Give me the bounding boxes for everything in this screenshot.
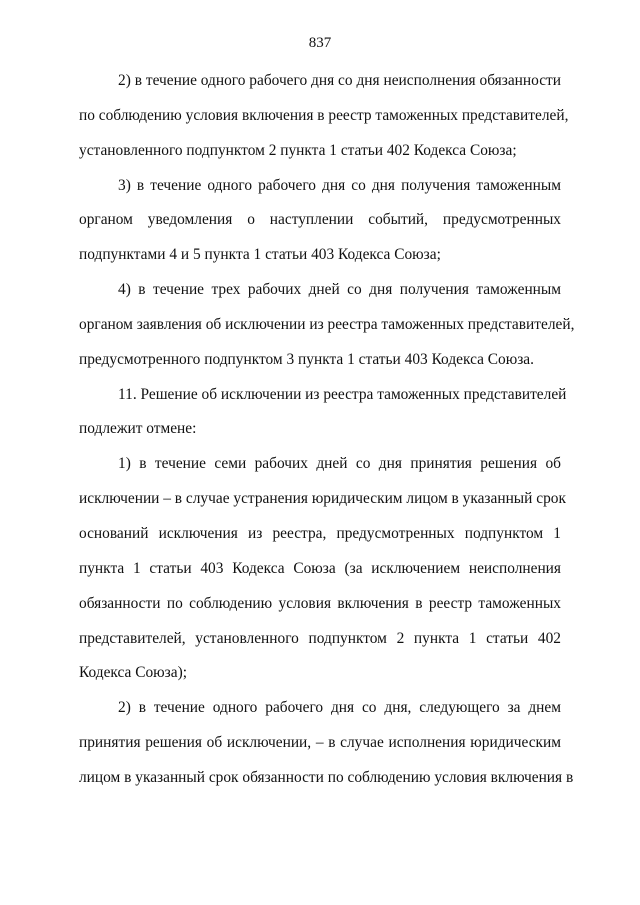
text-line: 2) в течение одного рабочего дня со дня неисполнения обязанности [118, 72, 561, 89]
paragraph [79, 273, 575, 378]
text-line: исключении – в случае устранения юридическим лицом в указанный срок [79, 490, 566, 508]
text-line: предусмотренного подпунктом 3 пункта 1 статьи 403 Кодекса Союза. [79, 350, 534, 368]
document-body [79, 64, 575, 796]
text-line: Кодекса Союза); [79, 664, 187, 682]
text-line: органом уведомления о наступлении событий, предусмотренных [79, 211, 561, 229]
text-line: 3) в течение одного рабочего дня со дня получения таможенным [118, 176, 561, 194]
text-line: подпунктами 4 и 5 пункта 1 статьи 403 Кодекса Союза; [79, 246, 441, 264]
paragraph [79, 691, 574, 796]
text-line: 11. Решение об исключении из реестра таможенных представителей [118, 385, 567, 403]
paragraph [79, 447, 566, 691]
paragraph [79, 169, 561, 274]
text-line: лицом в указанный срок обязанности по соблюдению условия включения в [79, 768, 574, 786]
text-line: оснований исключения из реестра, предусмотренных подпунктом 1 [79, 524, 561, 542]
text-line: 4) в течение трех рабочих дней со дня получения таможенным [118, 281, 561, 299]
text-line: установленного подпунктом 2 пункта 1 статьи 402 Кодекса Союза; [79, 141, 517, 159]
text-line: органом заявления об исключении из реестра таможенных представителей, [79, 315, 575, 333]
text-line: 2) в течение одного рабочего дня со дня, следующего за днем [118, 699, 561, 717]
page-number: 837 [308, 35, 332, 51]
text-line: пункта 1 статьи 403 Кодекса Союза (за исключением неисполнения [79, 559, 561, 577]
text-line: 1) в течение семи рабочих дней со дня принятия решения об [118, 455, 561, 473]
text-line: подлежит отмене: [79, 420, 197, 438]
text-line: представителей, установленного подпунктом 2 пункта 1 статьи 402 [79, 629, 561, 647]
paragraph [79, 378, 567, 448]
text-line: по соблюдению условия включения в реестр таможенных представителей, [79, 106, 569, 124]
paragraph [79, 64, 569, 169]
text-line: принятия решения об исключении, – в случае исполнения юридическим [79, 734, 561, 752]
text-line: обязанности по соблюдению условия включения в реестр таможенных [79, 594, 561, 612]
